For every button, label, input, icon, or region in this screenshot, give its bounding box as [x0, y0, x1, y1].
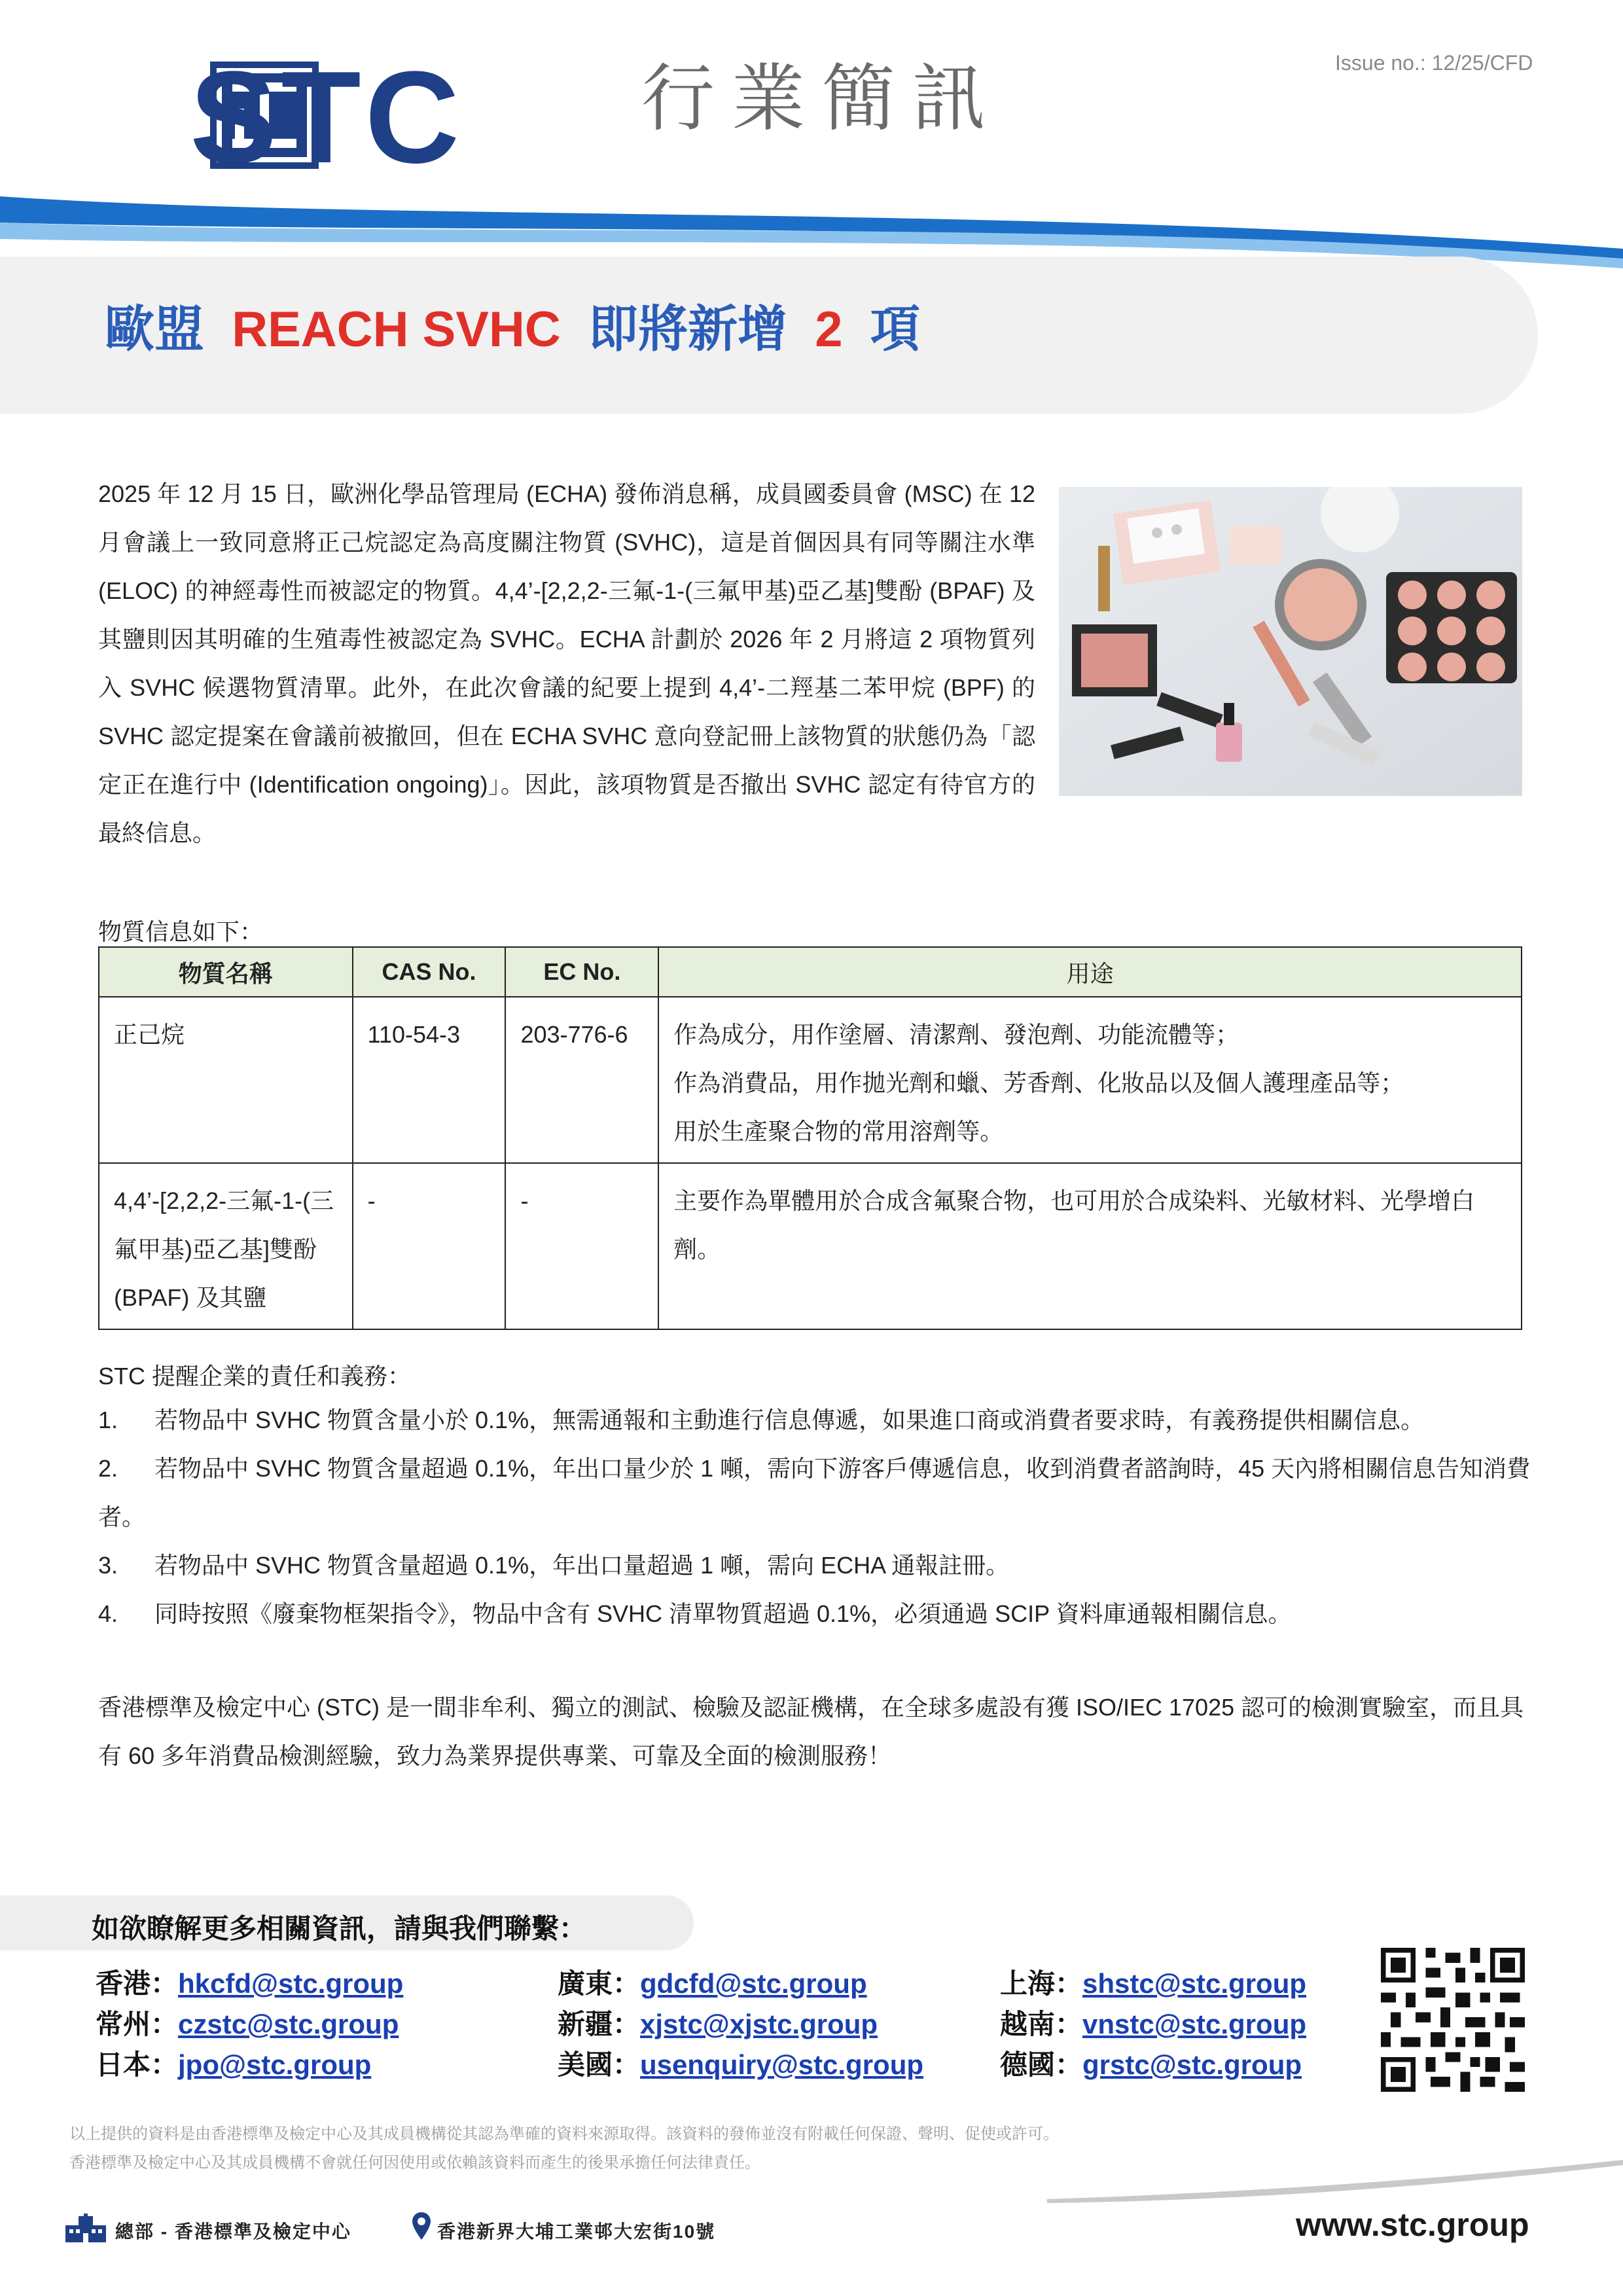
table-row: [99, 997, 1522, 1163]
contact-changzhou: [96, 2003, 399, 2042]
contact-guangdong: [558, 1962, 867, 2001]
email-link[interactable]: vnstc@stc.group: [1082, 2009, 1307, 2039]
obligation-text: 若物品中 SVHC 物質含量超過 0.1%，年出口量超過 1 噸，需向 ECHA 通報註冊。: [154, 1552, 1010, 1579]
contact-region: 日本：: [96, 2049, 179, 2080]
building-icon: [65, 2214, 106, 2242]
obligation-number: 1.: [98, 1407, 118, 1433]
obligation-item: [98, 1541, 1538, 1590]
obligation-number: 3.: [98, 1552, 118, 1579]
title-part-reach: REACH SVHC: [232, 302, 561, 357]
email-link[interactable]: grstc@stc.group: [1082, 2049, 1302, 2080]
about-stc-paragraph: 香港標準及檢定中心 (STC) 是一間非牟利、獨立的測試、檢驗及認証機構，在全球多處設有獲 ISO/IEC 17025 認可的檢測實驗室，而且具有 60 多年消費品檢測經驗，致力為業界提供專業、可靠及全面的檢測服務！: [98, 1694, 1524, 1769]
obligation-text: 若物品中 SVHC 物質含量超過 0.1%，年出口量少於 1 噸，需向下游客戶傳遞信息，收到消費者諮詢時，45 天內將相關信息告知消費者。: [98, 1455, 1531, 1530]
obligation-item: [98, 1396, 1538, 1444]
use-line: 作為成分，用作塗層、清潔劑、發泡劑、功能流體等；: [673, 1021, 1240, 1048]
article-title: [105, 302, 920, 357]
obligation-text: 同時按照《廢棄物框架指令》，物品中含有 SVHC 清單物質超過 0.1%，必須通過 SCIP 資料庫通報相關信息。: [154, 1600, 1292, 1627]
contact-region: 常州：: [96, 2009, 179, 2039]
contact-region: 德國：: [1000, 2049, 1083, 2080]
header-swoosh-decoration: [0, 177, 1623, 268]
header-uses: 用途: [658, 947, 1522, 997]
footer-swoosh-decoration: [1047, 2160, 1623, 2212]
title-part-items: 項: [870, 302, 920, 357]
email-link[interactable]: usenquiry@stc.group: [640, 2049, 924, 2080]
contact-heading: 如欲瞭解更多相關資訊，請與我們聯繫：: [92, 1913, 587, 1944]
address: 香港新界大埔工業邨大宏街10號: [437, 2221, 716, 2242]
obligation-text: 若物品中 SVHC 物質含量小於 0.1%，無需通報和主動進行信息傳遞，如果進口商或消費者要求時，有義務提供相關信息。: [154, 1407, 1425, 1433]
contact-shanghai: [1000, 1962, 1306, 2001]
email-link[interactable]: jpo@stc.group: [178, 2049, 372, 2080]
cosmetics-photo: [1059, 487, 1522, 796]
qr-code[interactable]: [1381, 1948, 1525, 2092]
cell-cas-no: -: [353, 1163, 506, 1329]
header-substance-name: 物質名稱: [99, 947, 353, 997]
contact-region: 香港：: [96, 1968, 179, 1999]
email-link[interactable]: czstc@stc.group: [178, 2009, 399, 2039]
table-row: [99, 1163, 1522, 1329]
contact-vietnam: [1000, 2003, 1306, 2042]
header-cas-no: CAS No.: [353, 947, 506, 997]
title-part-count: 2: [815, 302, 843, 357]
contact-region: 廣東：: [558, 1968, 641, 1999]
contact-region: 美國：: [558, 2049, 641, 2080]
obligations-heading: STC 提醒企業的責任和義務：: [98, 1363, 412, 1390]
title-part-adding: 即將新增: [588, 302, 787, 357]
obligation-item: [98, 1444, 1538, 1541]
cell-ec-no: -: [505, 1163, 658, 1329]
cell-uses: [658, 1163, 1522, 1329]
location-pin-icon: [412, 2212, 431, 2240]
email-link[interactable]: shstc@stc.group: [1082, 1968, 1307, 1999]
contact-xinjiang: [558, 2003, 878, 2042]
table-caption: 物質信息如下：: [98, 918, 264, 945]
obligation-number: 2.: [98, 1455, 118, 1482]
contact-japan: [96, 2043, 371, 2083]
email-link[interactable]: gdcfd@stc.group: [640, 1968, 867, 1999]
use-line: 用於生產聚合物的常用溶劑等。: [673, 1118, 1004, 1145]
substance-table: [98, 946, 1522, 1330]
use-line: 作為消費品，用作拋光劑和蠟、芳香劑、化妝品以及個人護理產品等；: [673, 1069, 1404, 1096]
email-link[interactable]: hkcfd@stc.group: [178, 1968, 404, 1999]
contact-hong-kong: [96, 1962, 403, 2001]
title-part-eu: 歐盟: [105, 302, 204, 357]
contact-region: 越南：: [1000, 2009, 1083, 2039]
email-link[interactable]: xjstc@xjstc.group: [640, 2009, 878, 2039]
intro-paragraph: 2025 年 12 月 15 日，歐洲化學品管理局 (ECHA) 發佈消息稱，成員國委員會 (MSC) 在 12 月會議上一致同意將正己烷認定為高度關注物質 (SVHC)，這是首個因具有同等關注水準 (ELOC) 的神經毒性而被認定的物質。4,4’-[2,2,2-三氟-1-(三氟甲基)亞乙基]雙酚 (BPAF) 及其鹽則因其明確的生殖毒性被認定為 SVHC。ECHA 計劃於 2026 年 2 月將這 2 項物質列入 SVHC 候選物質清單。此外，在此次會議的紀要上提到 4,4’-二羥基二苯甲烷 (BPF) 的 SVHC 認定提案在會議前被撤回，但在 ECHA SVHC 意向登記冊上該物質的狀態仍為「認定正在進行中 (Identification ongoing)」。因此，該項物質是否撤出 SVHC 認定有待官方的最終信息。: [98, 480, 1035, 846]
stc-logo-text: STC: [190, 45, 463, 190]
issue-number: Issue no.: 12/25/CFD: [1335, 51, 1533, 75]
disclaimer-line: 香港標準及檢定中心及其成員機構不會就任何因使用或依賴該資料而產生的後果承擔任何法律責任。: [69, 2154, 760, 2172]
cell-cas-no: 110-54-3: [353, 997, 506, 1163]
contact-usa: [558, 2043, 923, 2083]
use-line: 主要作為單體用於合成含氟聚合物，也可用於合成染料、光敏材料、光學增白劑。: [673, 1187, 1475, 1263]
cell-uses: [658, 997, 1522, 1163]
headquarters-label: 總部 - 香港標準及檢定中心: [115, 2221, 351, 2242]
disclaimer-line: 以上提供的資料是由香港標準及檢定中心及其成員機構從其認為準確的資料來源取得。該資料的發佈並沒有附載任何保證、聲明、促使或許可。: [69, 2125, 1059, 2143]
cell-substance-name: 正己烷: [99, 997, 353, 1163]
obligation-item: [98, 1590, 1538, 1638]
table-header-row: [99, 947, 1522, 997]
contact-region: 新疆：: [558, 2009, 641, 2039]
header-ec-no: EC No.: [505, 947, 658, 997]
contact-region: 上海：: [1000, 1968, 1083, 1999]
website-link[interactable]: www.stc.group: [1296, 2206, 1529, 2243]
newsletter-title: 行業簡訊: [641, 56, 1003, 141]
obligation-number: 4.: [98, 1600, 118, 1627]
contact-germany: [1000, 2043, 1302, 2083]
cell-substance-name: 4,4’-[2,2,2-三氟-1-(三氟甲基)亞乙基]雙酚 (BPAF) 及其鹽: [99, 1163, 353, 1329]
cell-ec-no: 203-776-6: [505, 997, 658, 1163]
